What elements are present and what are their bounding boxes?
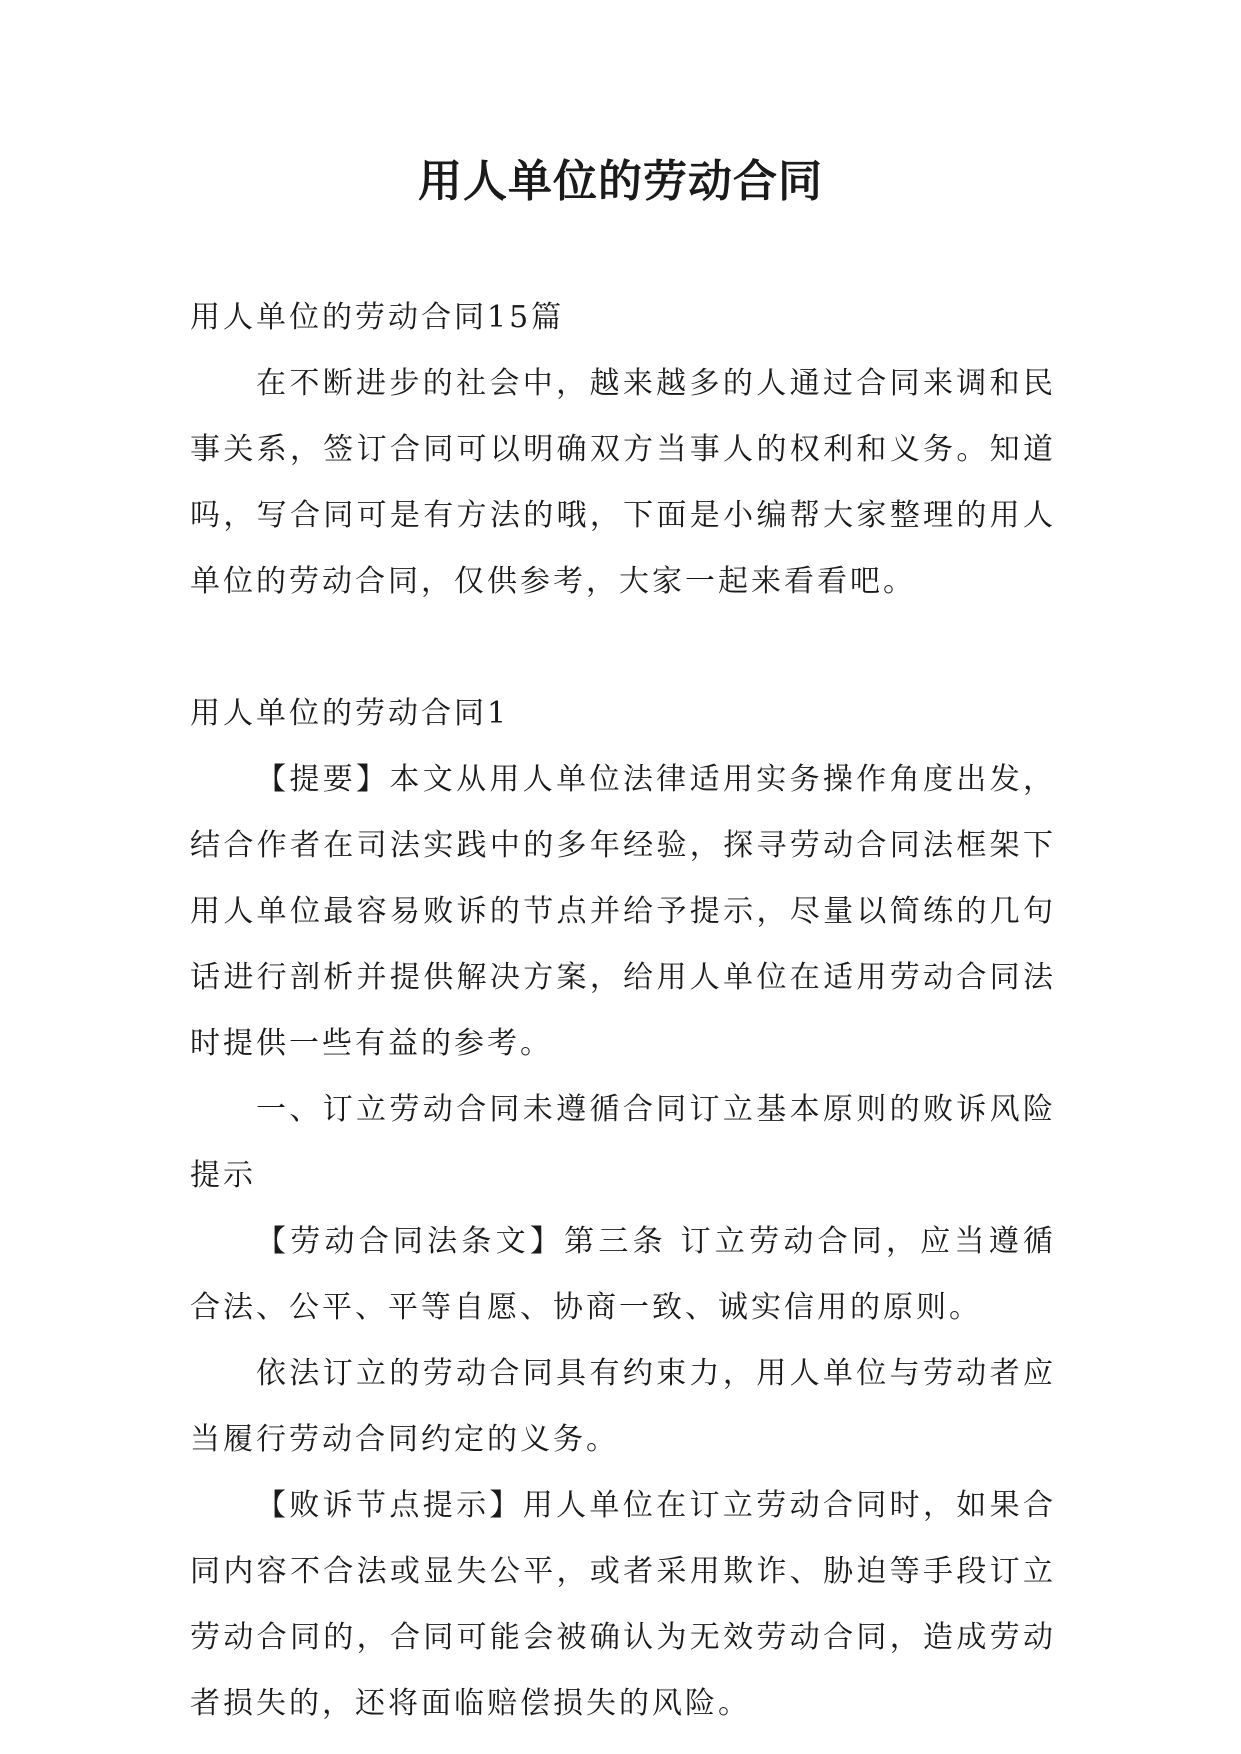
document-body: [190, 285, 1056, 1737]
summary-paragraph: 【提要】本文从用人单位法律适用实务操作角度出发，结合作者在司法实践中的多年经验，探寻劳动合同法框架下用人单位最容易败诉的节点并给予提示，尽量以简练的几句话进行剖析并提供解决方案，给用人单位在适用劳动合同法时提供一些有益的参考。: [190, 762, 1056, 1061]
risk-tip-paragraph: 【败诉节点提示】用人单位在订立劳动合同时，如果合同内容不合法或显失公平，或者采用欺诈、胁迫等手段订立劳动合同的，合同可能会被确认为无效劳动合同，造成劳动者损失的，还将面临赔偿损失的风险。: [190, 1488, 1056, 1721]
intro-paragraph: 在不断进步的社会中，越来越多的人通过合同来调和民事关系，签订合同可以明确双方当事人的权利和义务。知道吗，写合同可是有方法的哦，下面是小编帮大家整理的用人单位的劳动合同，仅供参考，大家一起来看看吧。: [190, 366, 1056, 599]
risk-heading-1: 一、订立劳动合同未遵循合同订立基本原则的败诉风险提示: [190, 1092, 1056, 1193]
document-title: 用人单位的劳动合同: [418, 156, 823, 207]
binding-force-paragraph: 依法订立的劳动合同具有约束力，用人单位与劳动者应当履行劳动合同约定的义务。: [190, 1356, 1056, 1457]
law-article-paragraph: 【劳动合同法条文】第三条 订立劳动合同，应当遵循合法、公平、平等自愿、协商一致、诚实信用的原则。: [190, 1224, 1056, 1325]
collection-heading: 用人单位的劳动合同15篇: [190, 300, 565, 335]
section-heading-1: 用人单位的劳动合同1: [190, 696, 510, 731]
